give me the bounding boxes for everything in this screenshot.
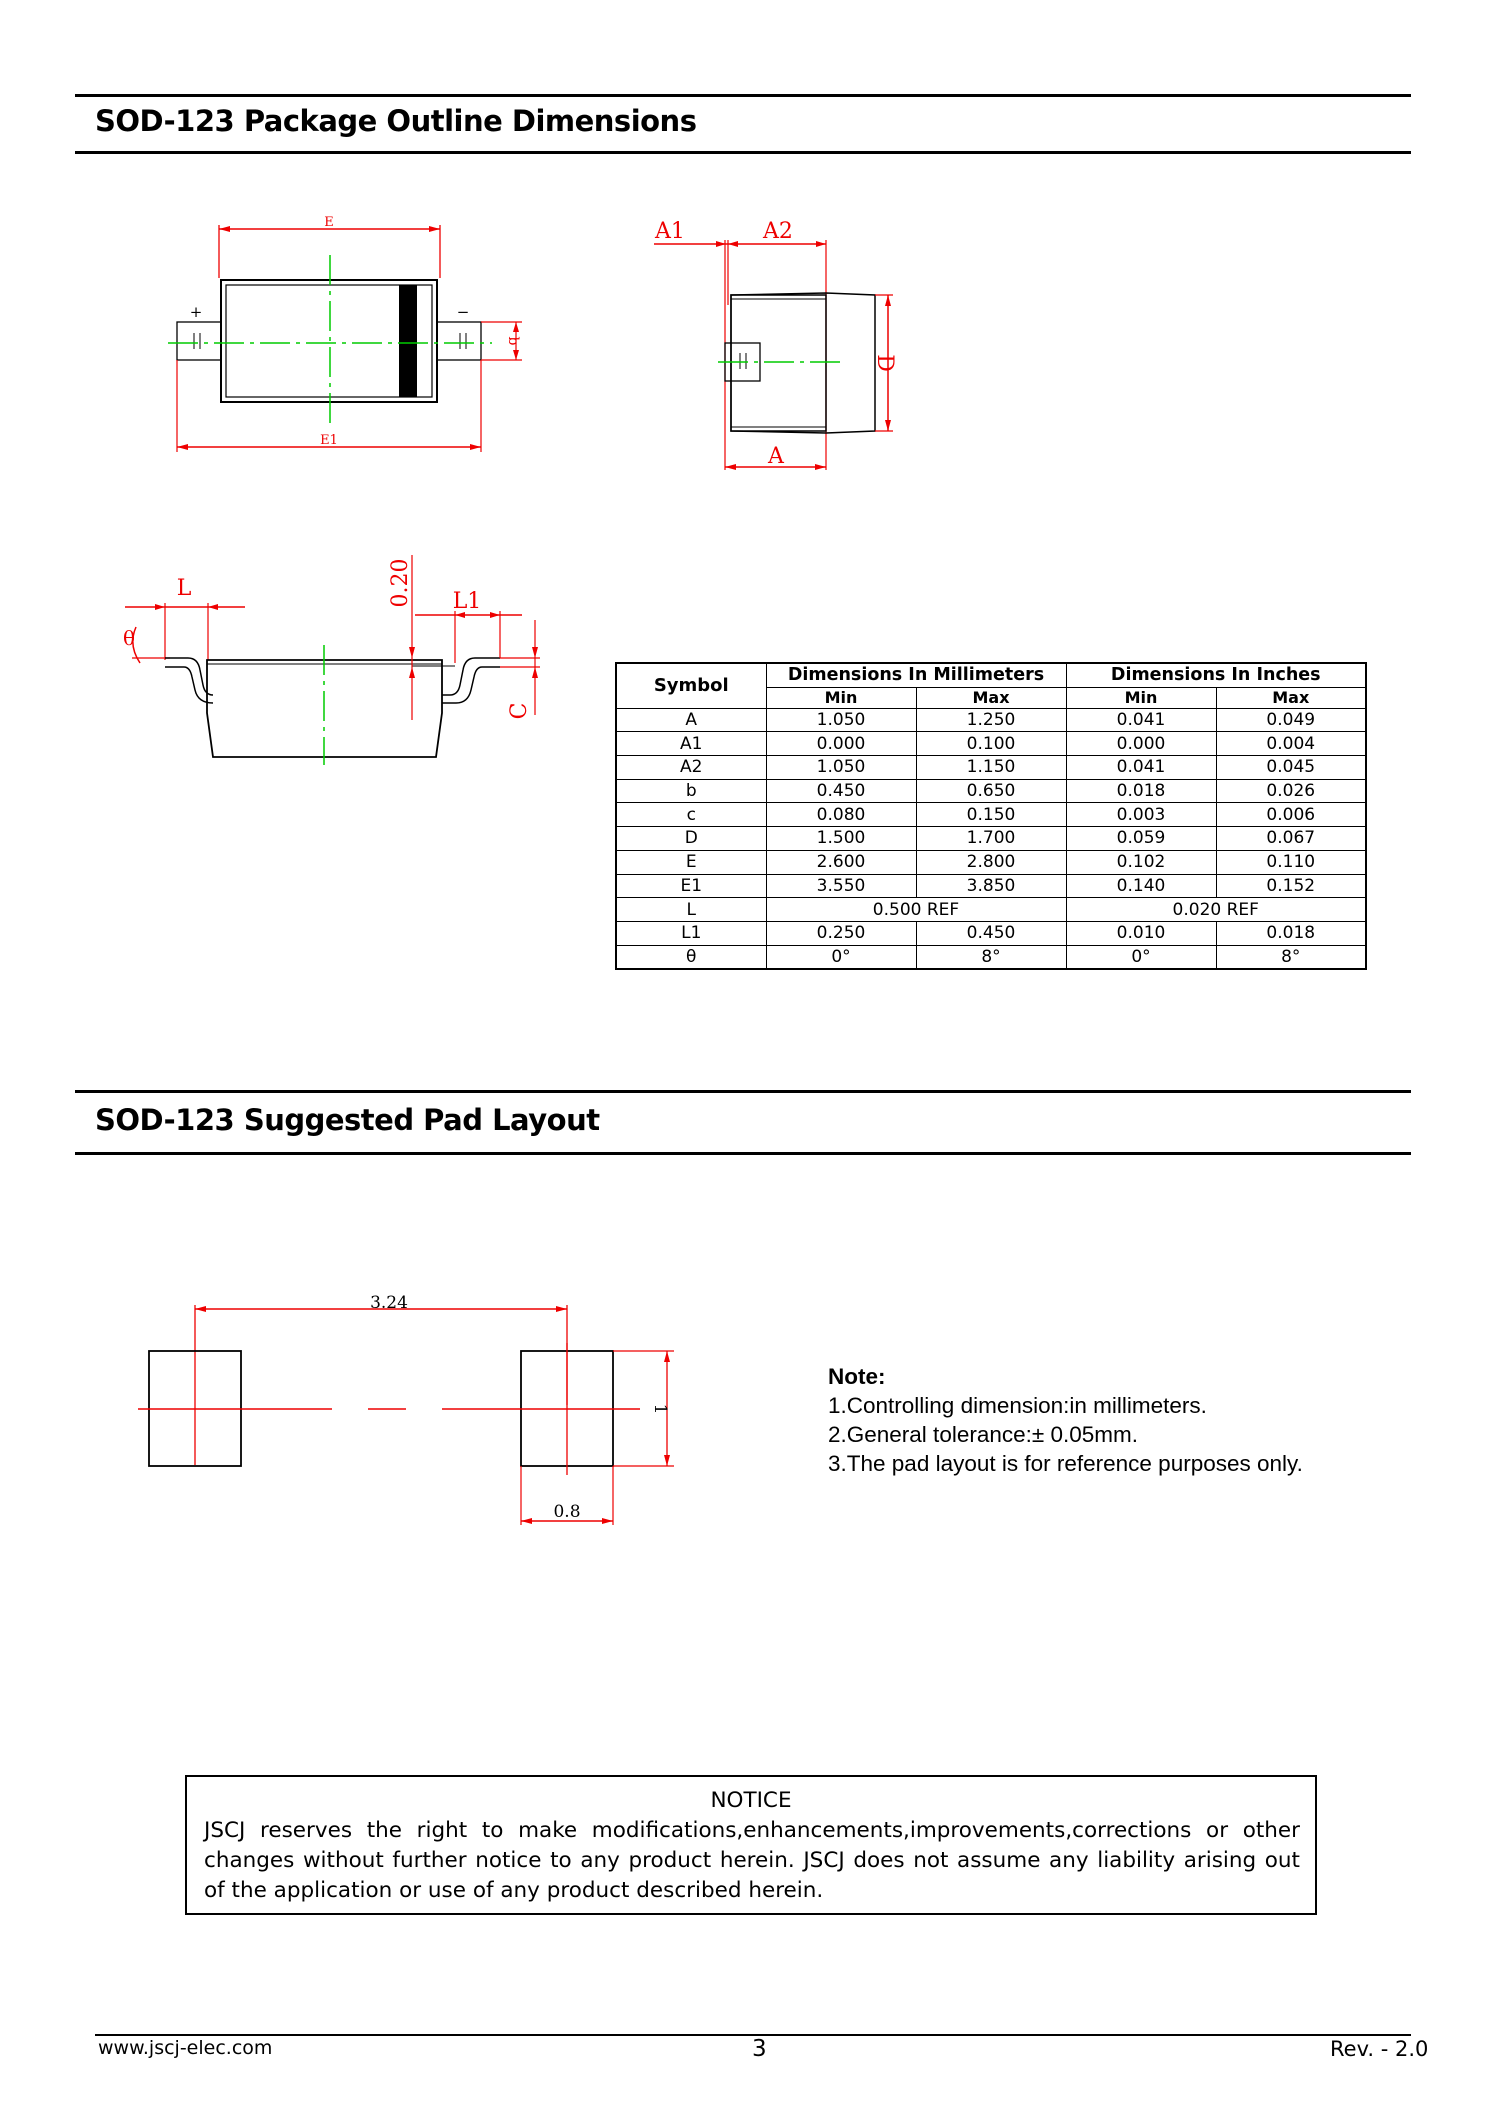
table-row: A2 1.050 1.150 0.041 0.045 <box>616 756 1366 780</box>
header-in-min: Min <box>1066 687 1216 708</box>
header-mm: Dimensions In Millimeters <box>766 663 1066 687</box>
label-324: 3.24 <box>370 1293 408 1313</box>
table-row: c 0.080 0.150 0.003 0.006 <box>616 803 1366 827</box>
label-theta: θ <box>122 626 136 650</box>
note-3: 3.The pad layout is for reference purposes only. <box>828 1451 1303 1476</box>
table-row: θ 0° 8° 0° 8° <box>616 945 1366 969</box>
pad-top-rule <box>75 1090 1411 1093</box>
notes-heading: Note: <box>828 1364 886 1389</box>
label-A2: A2 <box>763 219 793 244</box>
label-L1: L1 <box>452 589 482 614</box>
label-1: 1 <box>650 1403 670 1415</box>
table-row: L 0.500 REF 0.020 REF <box>616 898 1366 922</box>
table-row: L1 0.250 0.450 0.010 0.018 <box>616 921 1366 945</box>
label-08: 0.8 <box>553 1502 581 1522</box>
label-b: b <box>505 336 521 346</box>
header-mm-max: Max <box>916 687 1066 708</box>
table-row: A1 0.000 0.100 0.000 0.004 <box>616 732 1366 756</box>
title-rule <box>75 151 1411 154</box>
side-view-drawing <box>640 205 900 485</box>
table-row: D 1.500 1.700 0.059 0.067 <box>616 827 1366 851</box>
note-1: 1.Controlling dimension:in millimeters. <box>828 1393 1207 1418</box>
top-view-drawing <box>150 205 550 465</box>
header-mm-min: Min <box>766 687 916 708</box>
notice-title: NOTICE <box>710 1788 792 1813</box>
note-2: 2.General tolerance:± 0.05mm. <box>828 1422 1139 1447</box>
table-row: b 0.450 0.650 0.018 0.026 <box>616 779 1366 803</box>
label-D: D <box>872 354 897 372</box>
header-in: Dimensions In Inches <box>1066 663 1366 687</box>
front-view-drawing <box>110 545 560 765</box>
footer-url: www.jscj-elec.com <box>98 2037 273 2059</box>
table-row: E1 3.550 3.850 0.140 0.152 <box>616 874 1366 898</box>
pad-title-rule <box>75 1152 1411 1155</box>
label-minus: − <box>456 303 470 321</box>
label-020: 0.20 <box>388 558 413 608</box>
top-rule <box>75 94 1411 97</box>
header-in-max: Max <box>1216 687 1366 708</box>
dimensions-table <box>615 662 1367 970</box>
footer-page-number: 3 <box>752 2036 767 2062</box>
table-row: A 1.050 1.250 0.041 0.049 <box>616 708 1366 732</box>
label-E: E <box>324 215 334 230</box>
pad-layout-drawing <box>130 1285 690 1535</box>
notice-body: JSCJ reserves the right to make modifications,enhancements,improvements,corrections or other changes without further notice to any product herein. JSCJ does not assume any liability arising out of the application or use of any product described herein. <box>204 1818 1300 1903</box>
label-A: A <box>768 444 784 469</box>
section-title-outline: SOD-123 Package Outline Dimensions <box>95 104 697 138</box>
notice-box <box>185 1775 1317 1915</box>
notes-block <box>828 1362 1303 1478</box>
label-plus: + <box>189 303 203 321</box>
label-E1: E1 <box>320 433 338 448</box>
table-row: E 2.600 2.800 0.102 0.110 <box>616 850 1366 874</box>
header-symbol: Symbol <box>616 663 766 708</box>
label-A1: A1 <box>655 219 685 244</box>
section-title-pad: SOD-123 Suggested Pad Layout <box>95 1103 600 1137</box>
label-L: L <box>176 576 192 601</box>
footer-revision: Rev. - 2.0 <box>1330 2037 1429 2061</box>
label-C: C <box>507 702 532 720</box>
